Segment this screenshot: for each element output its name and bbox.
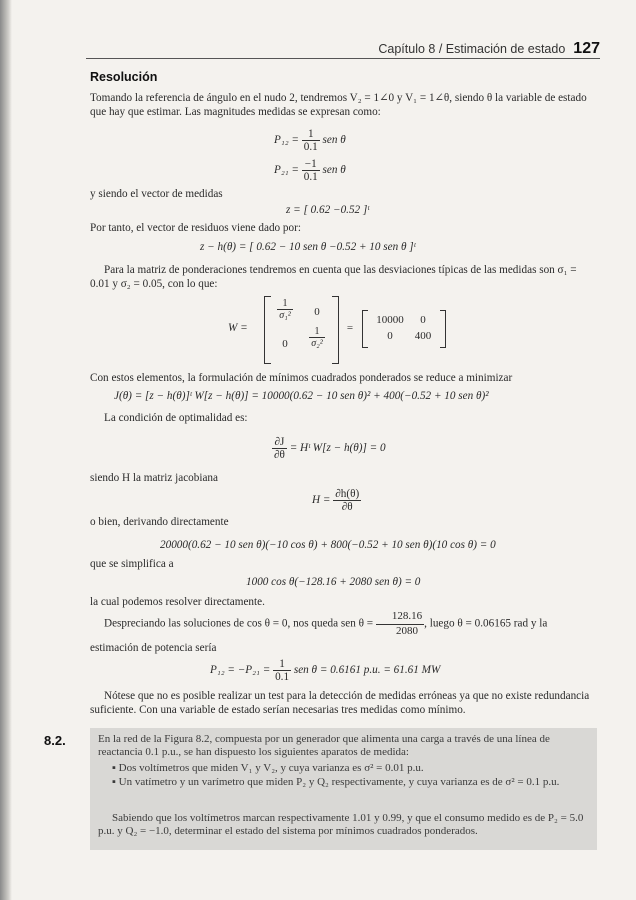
paragraph-simplify: que se simplifica a [90, 558, 174, 570]
equation-p12: P₁₂ = $\frac{1}{0.1}$ sen θ [274, 128, 346, 153]
equation-power-result: P₁₂ = −P₂₁ = $\frac{1}{0.1}$ sen θ = 0.6161 p.u. = 61.61 MW [210, 658, 441, 683]
paragraph-intro: Tomando la referencia de ángulo en el nudo 2, tendremos V₂ = 1∠0 y V₁ = 1∠θ, siendo θ la variable de estado que hay que estimar. Las magnitudes medidas se expresan como: [90, 92, 587, 118]
bullet-marker: ▪ [112, 762, 116, 774]
paragraph-derivative: o bien, derivando directamente [90, 516, 229, 528]
paragraph-residuals: Por tanto, el vector de residuos viene dado por: [90, 222, 301, 234]
paragraph-solve: la cual podemos resolver directamente. [90, 596, 265, 608]
equation-p21: P₂₁ = $\frac{-1}{0.1}$ sen θ [274, 158, 346, 183]
paragraph-power-estimate: estimación de potencia sería [90, 642, 217, 654]
problem-bullet-wattmeter: ▪ Un vatímetro y un varímetro que miden P₂ y Q₂ respectivamente, y cuya varianza es de σ² = 0.1 p.u. [112, 776, 560, 788]
paragraph-weights: Para la matriz de ponderaciones tendremos en cuenta que las desviaciones típicas de las medidas son σ₁ = 0.01 y σ₂ = 0.05, con lo que: [90, 264, 577, 290]
equation-derivative: 20000(0.62 − 10 sen θ)(−10 cos θ) + 800(−0.52 + 10 sen θ)(10 cos θ) = 0 [160, 539, 496, 551]
problem-closing: Sabiendo que los voltímetros marcan respectivamente 1.01 y 0.99, y que el consumo medido es de P₂ = 5.0 p.u. y Q₂ = −1.0, determinar el estado del sistema por mínimos cuadrados ponderados. [98, 812, 584, 838]
page-spine-shadow [0, 0, 12, 900]
paragraph-measures: y siendo el vector de medidas [90, 188, 223, 200]
equation-w-matrix: W = $\frac{1}{\text{σ₁²}}$ 0 0 $\frac{1}{\text{σ₂²}}$ = 10000 0 0 400 [228, 296, 468, 366]
equation-objective-j: J(θ) = [z − h(θ)]ᵗ W[z − h(θ)] = 10000(0.62 − 10 sen θ)² + 400(−0.52 + 10 sen θ)² [114, 390, 489, 402]
paragraph-note: Nótese que no es posible realizar un test para la detección de medidas erróneas ya que no existe redundancia suficiente. Con una variable de estado serían necesarias tres medidas como mínimo. [90, 690, 590, 716]
page-number: 127 [573, 40, 600, 57]
equation-residual-vector: z − h(θ) = [ 0.62 − 10 sen θ −0.52 + 10 sen θ ]ᵗ [200, 241, 416, 253]
paragraph-solution: Despreciando las soluciones de cos θ = 0, nos queda sen θ = $\frac{128.16}{2080}$ , luego θ = 0.06165 rad y la [104, 610, 548, 637]
problem-intro: En la red de la Figura 8.2, compuesta por un generador que alimenta una carga a través de una línea de reactancia 0.1 p.u., se han dispuesto los siguientes aparatos de medida: [98, 733, 550, 759]
equation-z-vector: z = [ 0.62 −0.52 ]ᵗ [286, 204, 370, 216]
chapter-title: Capítulo 8 / Estimación de estado [378, 42, 566, 56]
bullet-marker: ▪ [112, 776, 116, 788]
section-heading: Resolución [90, 70, 158, 84]
header-rule [86, 58, 600, 59]
equation-simplified: 1000 cos θ(−128.16 + 2080 sen θ) = 0 [246, 576, 421, 588]
problem-number: 8.2. [44, 733, 66, 748]
equation-optimality: $\frac{\partial J}{\partial\theta}$ = Hᵗ W[z − h(θ)] = 0 [274, 436, 386, 461]
problem-bullet-voltmeters: ▪ Dos voltímetros que miden V₁ y V₂, y cuya varianza es σ² = 0.01 p.u. [112, 762, 424, 774]
paragraph-optimality: La condición de optimalidad es: [104, 412, 248, 424]
paragraph-formulation: Con estos elementos, la formulación de mínimos cuadrados ponderados se reduce a minimizar [90, 372, 513, 384]
running-header [60, 40, 600, 58]
equation-jacobian: H = $\frac{\partial h(\theta)}{\partial\theta}$ [312, 488, 360, 513]
paragraph-jacobian: siendo H la matriz jacobiana [90, 472, 218, 484]
